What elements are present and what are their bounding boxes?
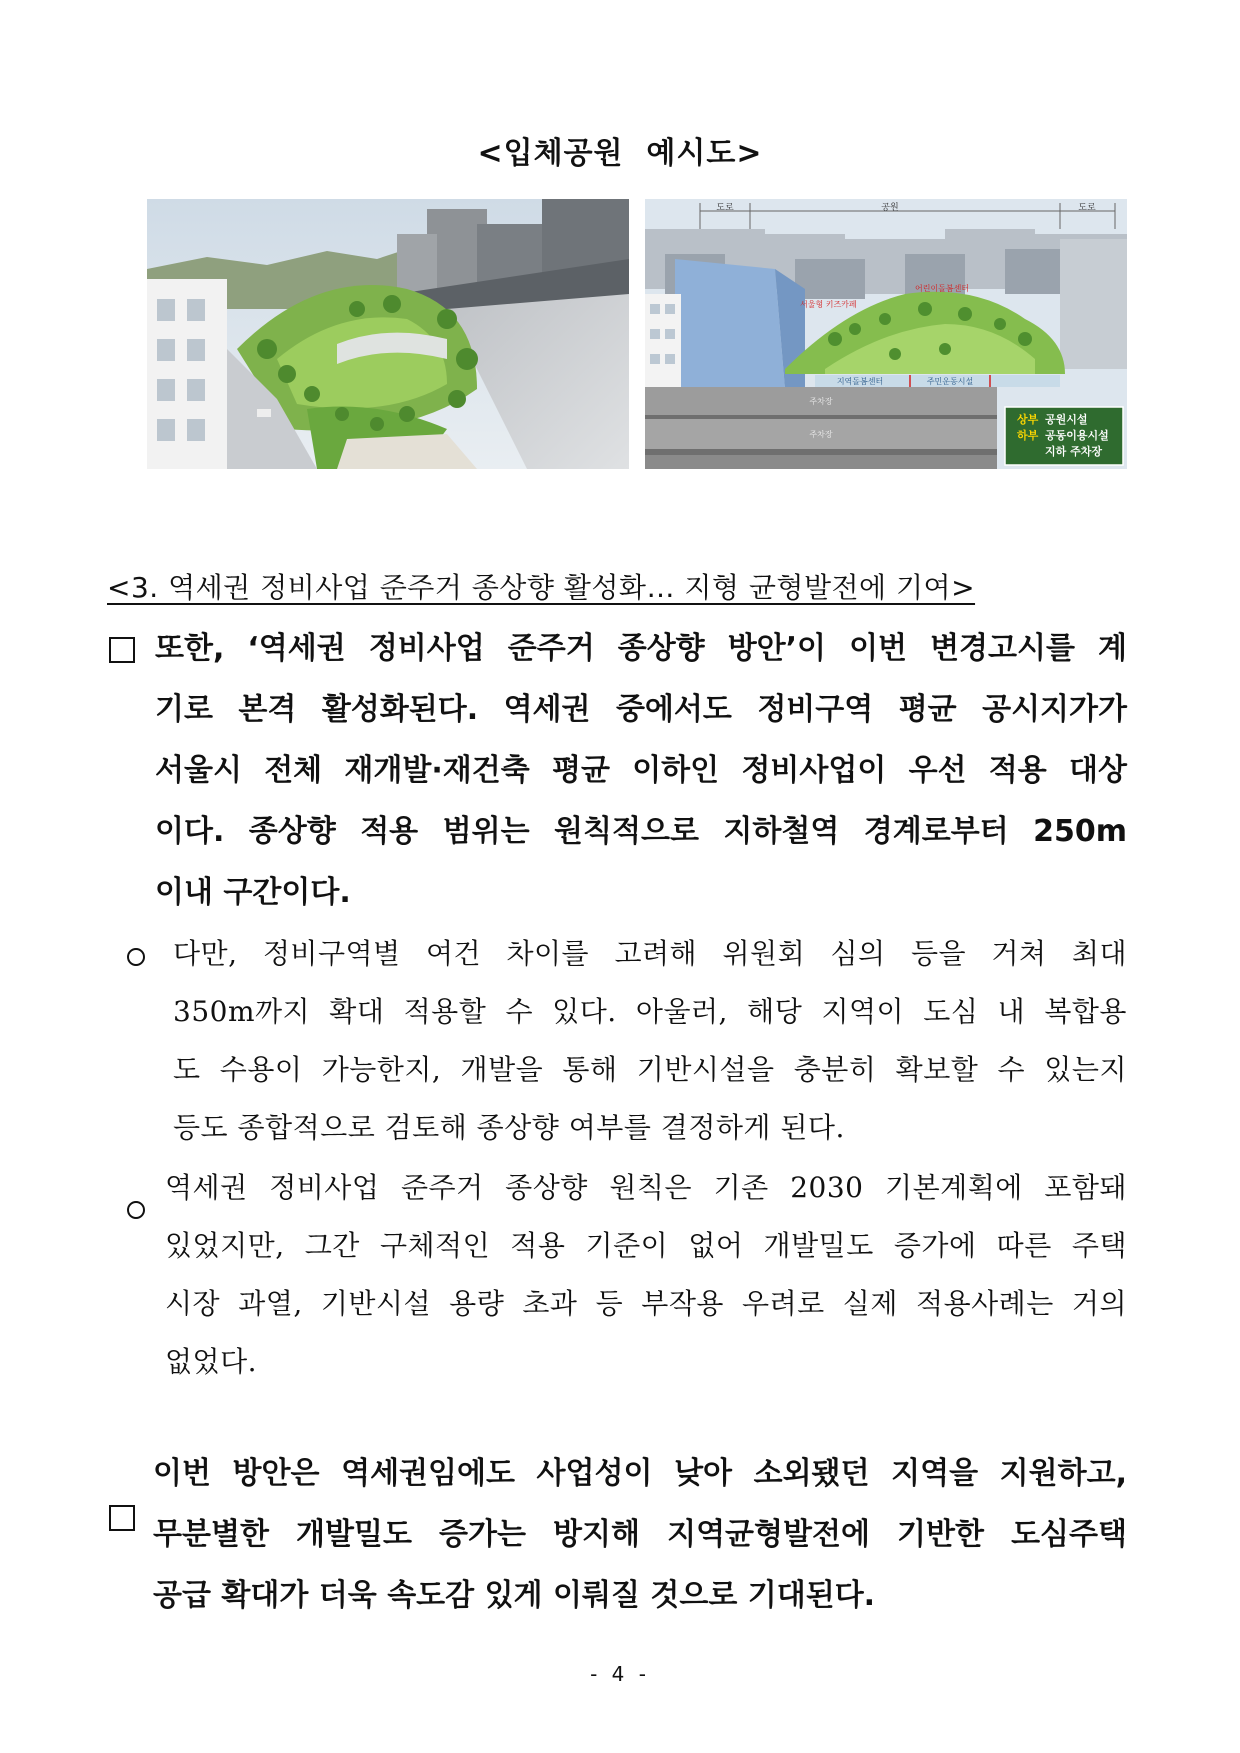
figure-caption: <입체공원 예시도> — [477, 136, 763, 171]
svg-text:서울형 키즈카페: 서울형 키즈카페 — [800, 300, 857, 309]
park-cross-section-image — [645, 199, 1127, 469]
cross-section-legend — [1005, 407, 1123, 465]
para1-line-5: 이내 구간이다. — [155, 875, 351, 910]
page-number: - 4 - — [590, 1662, 650, 1686]
facility-label-care: 지역돌봄센터 — [836, 377, 884, 386]
para1-line-4: 이다. 종상향 적용 범위는 원칙적으로 지하철역 경계로부터 250m — [155, 814, 1127, 849]
legend-lower-text: 공동이용시설 — [1045, 429, 1109, 442]
square-bullet-icon — [109, 1505, 135, 1531]
para2-line-3: 공급 확대가 더욱 속도감 있게 이뤄질 것으로 기대된다. — [153, 1578, 876, 1613]
section-label-road-right: 도로 — [1078, 203, 1096, 213]
facility-label-exercise: 주민운동시설 — [926, 377, 974, 386]
para2-line-1: 이번 방안은 역세권임에도 사업성이 낮아 소외됐던 지역을 지원하고, — [153, 1456, 1127, 1491]
bullet1-line-4: 등도 종합적으로 검토해 종상향 여부를 결정하게 된다. — [173, 1111, 845, 1144]
circle-bullet-icon — [127, 948, 145, 966]
legend-parking-text: 지하 주차장 — [1045, 445, 1102, 458]
bullet1-line-3: 도 수용이 가능한지, 개발을 통해 기반시설을 충분히 확보할 수 있는지 — [173, 1053, 1127, 1086]
section-label-park: 공원 — [881, 203, 899, 213]
para2-line-2: 무분별한 개발밀도 증가는 방지해 지역균형발전에 기반한 도심주택 — [153, 1517, 1127, 1552]
park-perspective-image — [147, 199, 629, 469]
legend-upper-text: 공원시설 — [1045, 413, 1088, 426]
svg-text:어린이돌봄센터: 어린이돌봄센터 — [915, 284, 970, 293]
bullet2-line-1: 역세권 정비사업 준주거 종상향 원칙은 기존 2030 기본계획에 포함돼 — [165, 1171, 1127, 1204]
bullet1-line-2: 350m까지 확대 적용할 수 있다. 아울러, 해당 지역이 도심 내 복합용 — [173, 995, 1127, 1028]
parking-label-1: 주차장 — [809, 397, 833, 406]
para1-line-2: 기로 본격 활성화된다. 역세권 중에서도 정비구역 평균 공시지가가 — [155, 692, 1127, 727]
legend-upper-tag: 상부 — [1017, 413, 1039, 426]
section-label-road-left: 도로 — [716, 203, 734, 213]
parking-label-2: 주차장 — [809, 430, 833, 439]
circle-bullet-icon — [127, 1201, 145, 1219]
bullet1-line-1: 다만, 정비구역별 여건 차이를 고려해 위원회 심의 등을 거쳐 최대 — [173, 937, 1127, 970]
square-bullet-icon — [109, 637, 135, 663]
section-title: <3. 역세권 정비사업 준주거 종상향 활성화… 지형 균형발전에 기여> — [107, 571, 976, 604]
bullet2-line-3: 시장 과열, 기반시설 용량 초과 등 부작용 우려로 실제 적용사례는 거의 — [165, 1287, 1127, 1320]
bullet2-line-4: 없었다. — [165, 1345, 258, 1378]
bullet2-line-2: 있었지만, 그간 구체적인 적용 기준이 없어 개발밀도 증가에 따른 주택 — [165, 1229, 1127, 1262]
para1-line-3: 서울시 전체 재개발·재건축 평균 이하인 정비사업이 우선 적용 대상 — [155, 753, 1127, 788]
para1-text-1: 또한, ‘역세권 정비사업 준주거 종상향 방안’이 이번 변경고시를 계 — [155, 631, 1127, 666]
legend-lower-tag: 하부 — [1017, 429, 1039, 442]
